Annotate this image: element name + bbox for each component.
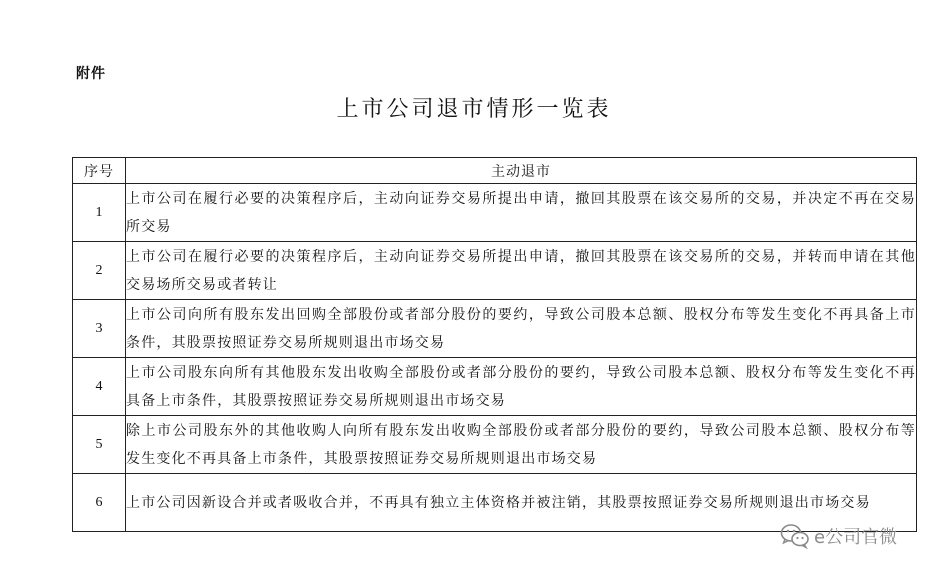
wechat-icon	[780, 523, 810, 549]
row-number: 4	[73, 358, 126, 416]
row-description: 上市公司在履行必要的决策程序后，主动向证券交易所提出申请，撤回其股票在该交易所的交易，并决定不再在交易所交易	[126, 184, 917, 242]
table-row	[73, 358, 917, 416]
watermark-text: e公司官微	[814, 527, 898, 548]
row-number: 3	[73, 300, 126, 358]
watermark	[780, 523, 897, 549]
column-header-voluntary-delisting: 主动退市	[126, 158, 917, 184]
row-description: 上市公司因新设合并或者吸收合并，不再具有独立主体资格并被注销，其股票按照证券交易所规则退出市场交易	[126, 474, 917, 532]
table-row	[73, 242, 917, 300]
column-header-number: 序号	[73, 158, 126, 184]
page-title: 上市公司退市情形一览表	[336, 97, 612, 122]
table-header-row	[73, 158, 917, 184]
row-number: 2	[73, 242, 126, 300]
row-description: 上市公司向所有股东发出回购全部股份或者部分股份的要约，导致公司股本总额、股权分布等发生变化不再具备上市条件，其股票按照证券交易所规则退出市场交易	[126, 300, 917, 358]
row-description: 上市公司股东向所有其他股东发出收购全部股份或者部分股份的要约，导致公司股本总额、股权分布等发生变化不再具备上市条件，其股票按照证券交易所规则退出市场交易	[126, 358, 917, 416]
row-description: 除上市公司股东外的其他收购人向所有股东发出收购全部股份或者部分股份的要约，导致公司股本总额、股权分布等发生变化不再具备上市条件，其股票按照证券交易所规则退出市场交易	[126, 416, 917, 474]
table-row	[73, 416, 917, 474]
row-number: 5	[73, 416, 126, 474]
row-description: 上市公司在履行必要的决策程序后，主动向证券交易所提出申请，撤回其股票在该交易所的交易，并转而申请在其他交易场所交易或者转让	[126, 242, 917, 300]
table-row	[73, 184, 917, 242]
delisting-table	[72, 157, 917, 532]
row-number: 1	[73, 184, 126, 242]
row-number: 6	[73, 474, 126, 532]
table-row	[73, 300, 917, 358]
attachment-label: 附件	[76, 66, 106, 82]
